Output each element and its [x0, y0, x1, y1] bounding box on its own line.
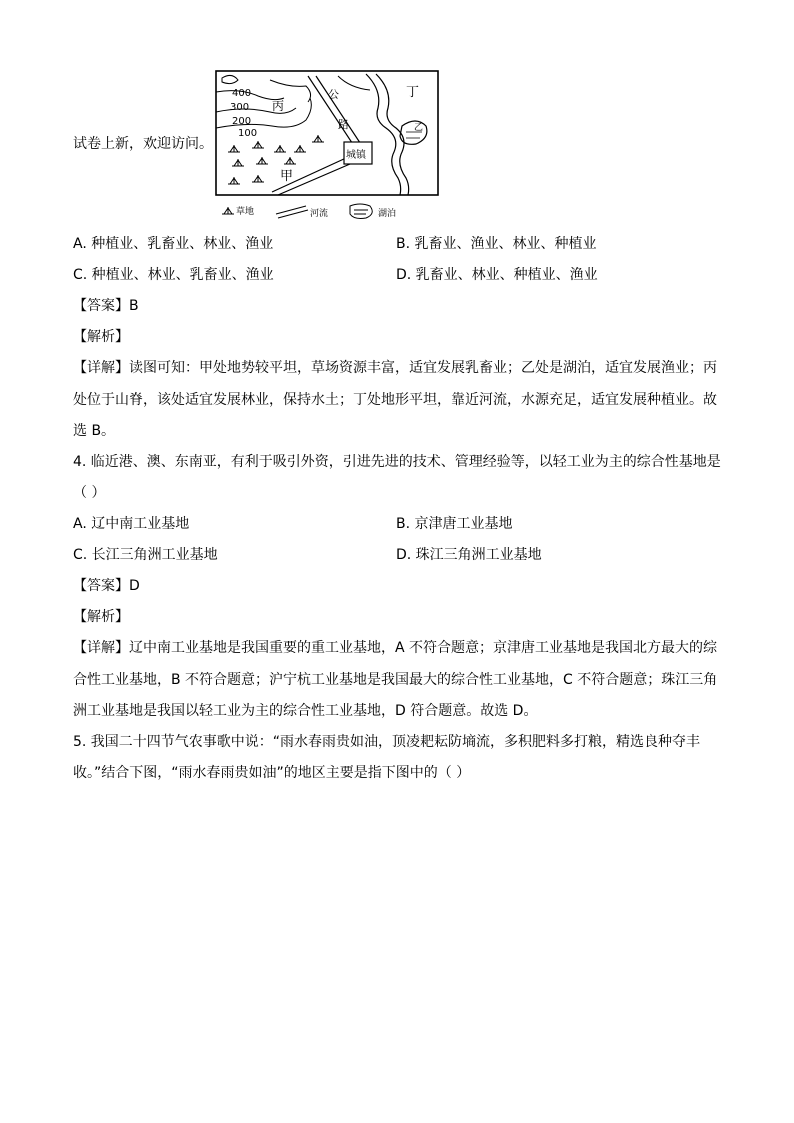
q4-option-b: B. 京津唐工业基地	[396, 516, 513, 532]
town-label: 城镇	[346, 150, 366, 161]
legend-grassland-label: 草地	[236, 207, 255, 217]
q3-option-c: C. 种植业、林业、乳畜业、渔业	[73, 267, 274, 283]
place-bing: 丙	[272, 99, 285, 113]
place-yi: 乙	[414, 123, 424, 133]
q4-detail-line-3: 洲工业基地是我国以轻工业为主的综合性工业基地，D 符合题意。故选 D。	[73, 703, 538, 719]
upper-shore	[338, 76, 370, 90]
contour-400	[222, 75, 238, 83]
q4-stem-line-2: （ ）	[73, 485, 106, 501]
q3-answer: 【答案】B	[73, 298, 139, 314]
grass-symbols	[228, 135, 324, 184]
q4-detail-line-2: 合性工业基地，B 不符合题意；沪宁杭工业基地是我国最大的综合性工业基地，C 不符合题意；珠江三角	[73, 672, 718, 688]
q4-answer: 【答案】D	[73, 578, 140, 594]
place-jia: 甲	[280, 169, 294, 184]
legend-river-icon	[276, 206, 308, 218]
land-use-map	[210, 68, 442, 226]
legend-grass-icon	[222, 207, 234, 214]
q4-detail-line-1: 【详解】辽中南工业基地是我国重要的重工业基地，A 不符合题意；京津唐工业基地是我国北方最大的综	[73, 640, 718, 656]
q3-detail-line-1: 【详解】读图可知：甲处地势较平坦，草场资源丰富，适宜发展乳畜业；乙处是湖泊，适宜发展渔业；丙	[73, 360, 717, 376]
contour-label-200: 200	[232, 116, 252, 127]
q4-option-c: C. 长江三角洲工业基地	[73, 547, 218, 563]
intro-text: 试卷上新，欢迎访问。	[73, 136, 213, 152]
place-ding: 丁	[406, 85, 420, 100]
q4-analysis: 【解析】	[73, 609, 129, 625]
river	[366, 74, 401, 195]
q3-detail-line-2: 处位于山脊，该处适宜发展林业，保持水土；丁处地形平坦，靠近河流，水源充足，适宜发展种植业。故	[73, 392, 717, 408]
contour-label-400: 400	[232, 88, 252, 99]
q3-option-d: D. 乳畜业、林业、种植业、渔业	[396, 267, 598, 283]
road-char-1: 公	[328, 88, 339, 101]
contour-label-300: 300	[230, 102, 250, 113]
q3-option-b: B. 乳畜业、渔业、林业、种植业	[396, 236, 597, 252]
road-char-2: 路	[338, 118, 349, 131]
q4-option-d: D. 珠江三角洲工业基地	[396, 547, 542, 563]
q4-stem-line-1: 4. 临近港、澳、东南亚，有利于吸引外资，引进先进的技术、管理经验等，以轻工业为主的综合性基地是	[73, 454, 721, 470]
contour-label-100: 100	[238, 128, 258, 139]
legend-river-label: 河流	[310, 209, 329, 219]
q5-stem-line-1: 5. 我国二十四节气农事歌中说：“雨水春雨贵如油，顶凌耙耘防墒流，多积肥料多打粮，精选良种夺丰	[73, 734, 701, 750]
legend-lake-label: 湖泊	[378, 209, 397, 219]
q3-detail-line-3: 选 B。	[73, 423, 116, 439]
q4-option-a: A. 辽中南工业基地	[73, 516, 190, 532]
q5-stem-line-2: 收。”结合下图，“雨水春雨贵如油”的地区主要是指下图中的（ ）	[73, 765, 471, 781]
q3-option-a: A. 种植业、乳畜业、林业、渔业	[73, 236, 274, 252]
q3-analysis: 【解析】	[73, 329, 129, 345]
legend-lake-icon	[350, 204, 372, 219]
